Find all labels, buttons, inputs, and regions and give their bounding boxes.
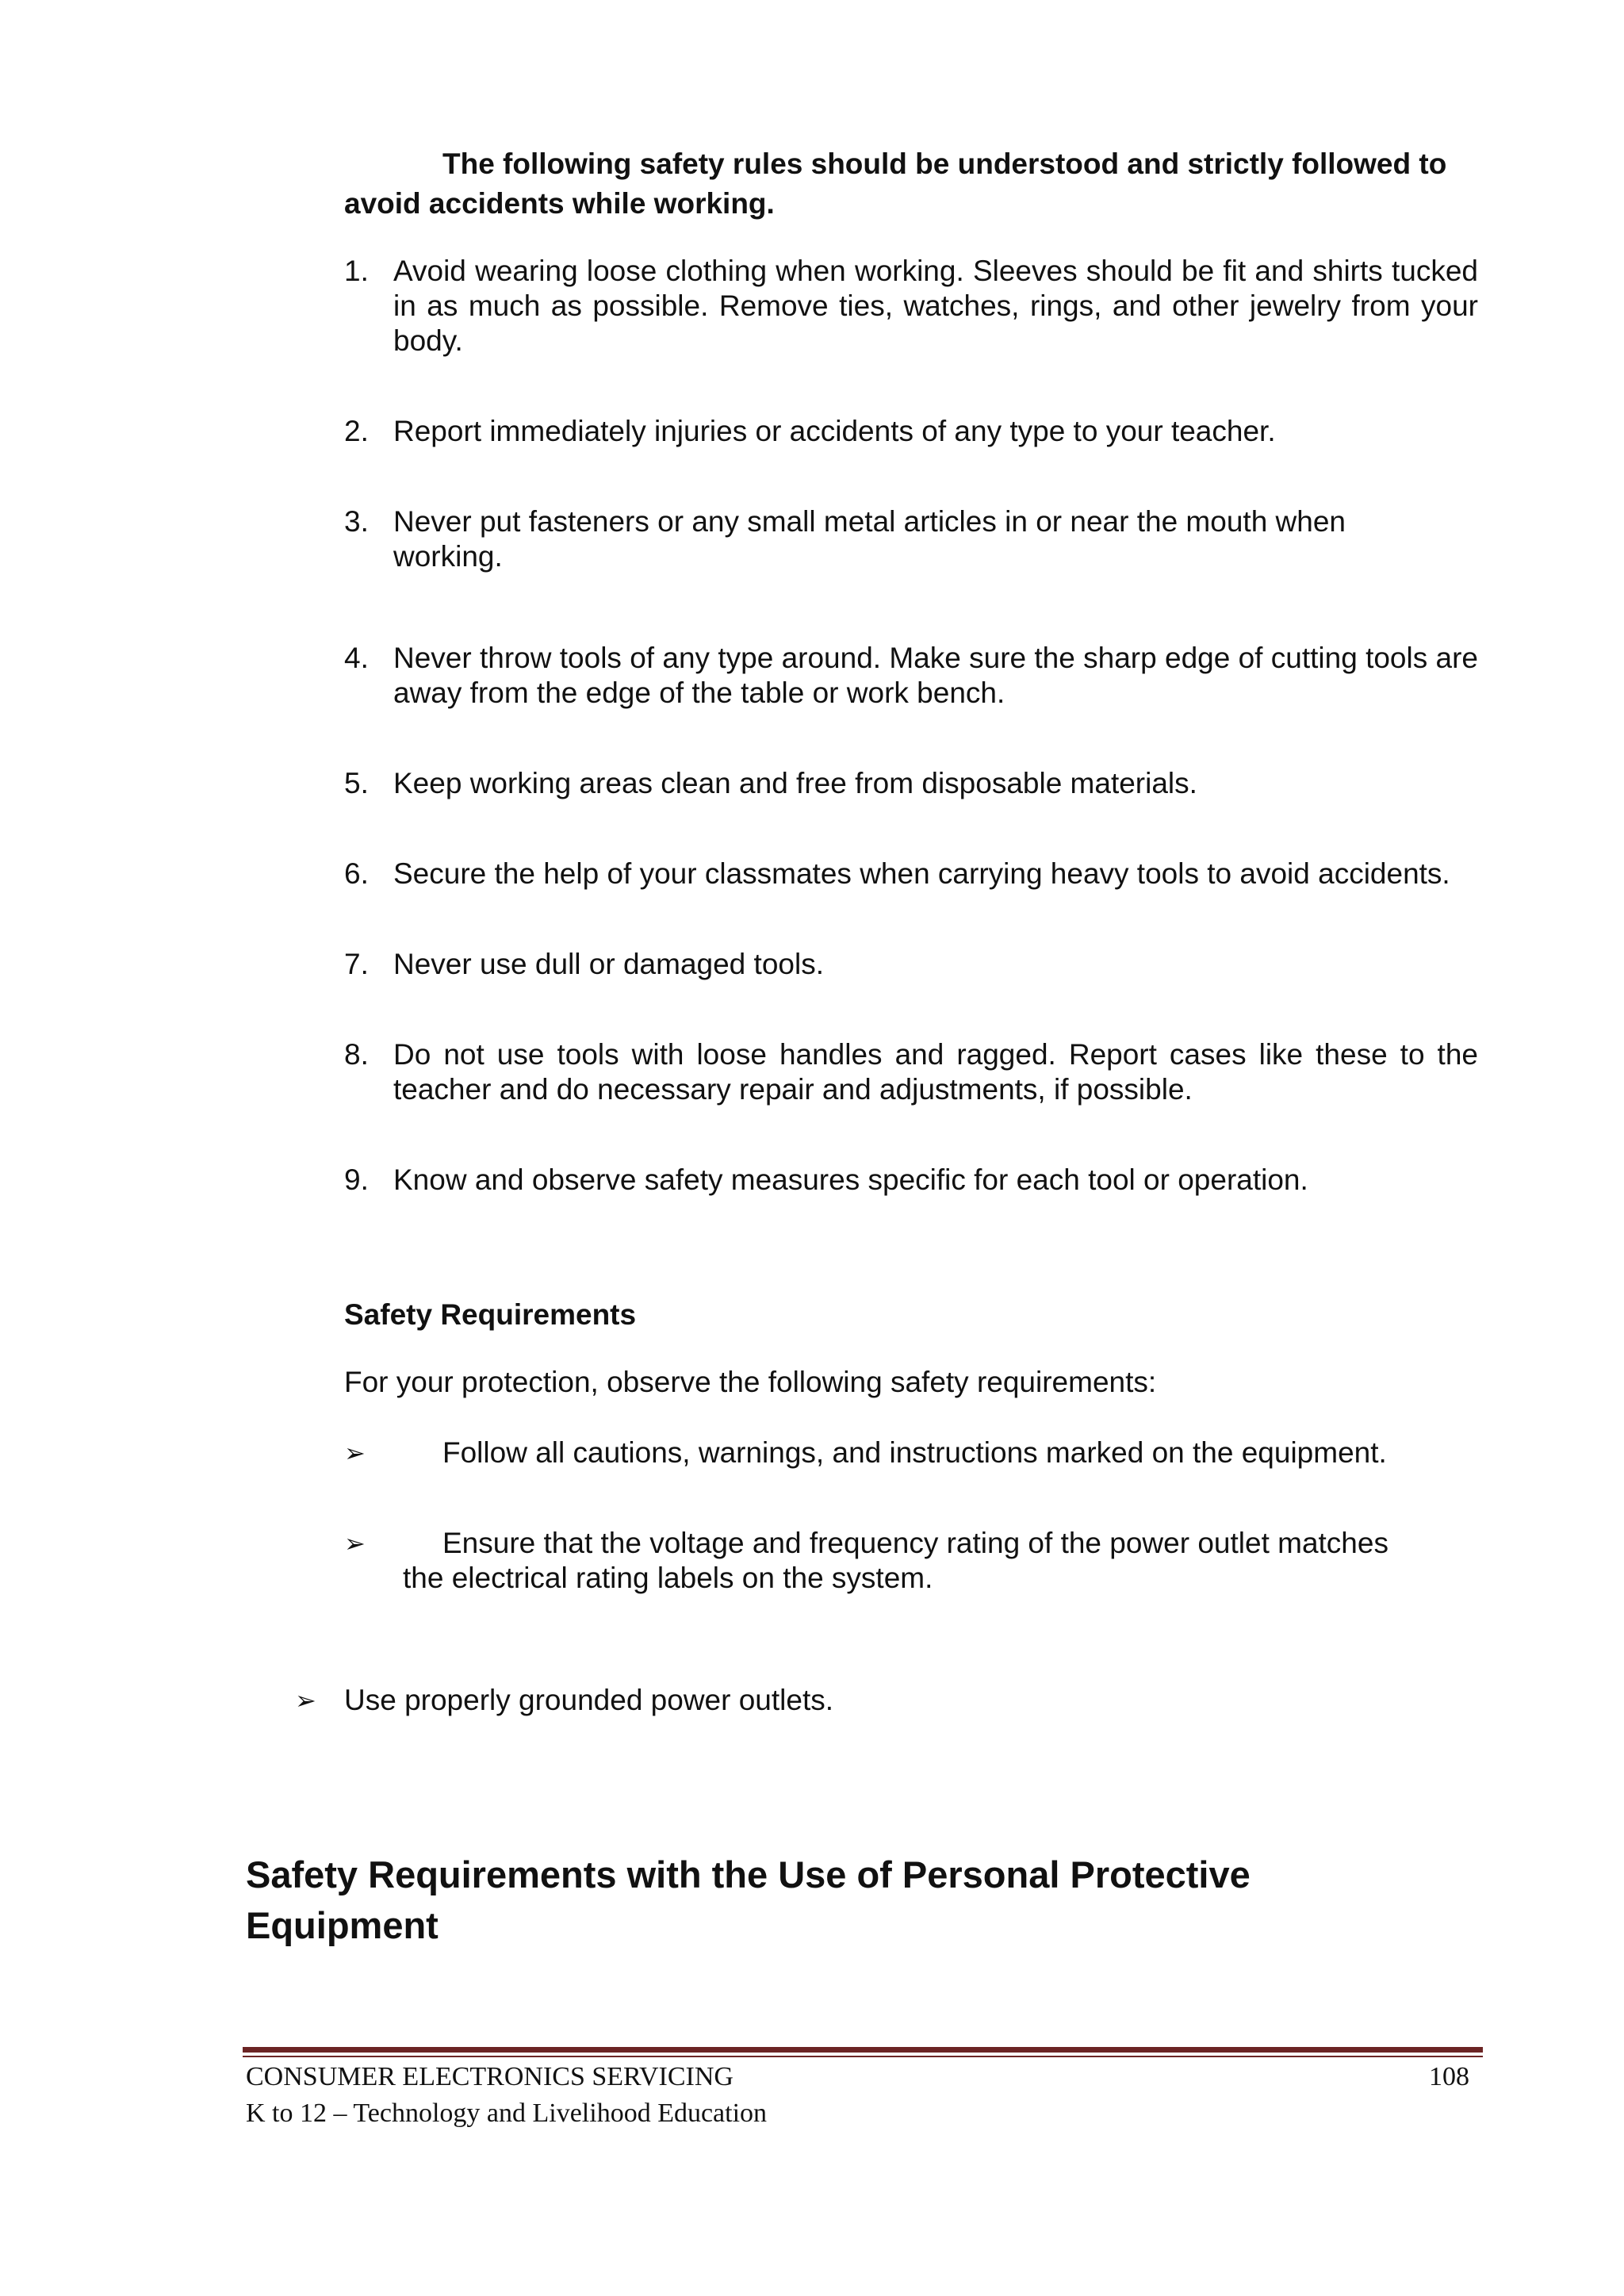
bullet-text-line-1: Ensure that the voltage and frequency rating of the power outlet matches xyxy=(442,1527,1388,1559)
rule-text: Keep working areas clean and free from disposable materials. xyxy=(393,767,1197,799)
safety-requirements-heading: Safety Requirements xyxy=(344,1298,637,1331)
safety-requirements-intro: For your protection, observe the following safety requirements: xyxy=(344,1366,1157,1398)
bullet-text: Use properly grounded power outlets. xyxy=(344,1684,834,1716)
rule-item-1 xyxy=(344,254,1478,358)
requirement-bullet-2 xyxy=(344,1526,1388,1596)
arrow-bullet-icon: ➢ xyxy=(344,1529,366,1558)
ppe-section-heading xyxy=(246,1849,1435,1951)
rule-number: 4. xyxy=(344,642,369,674)
bullet-text-line-2: the electrical rating labels on the system. xyxy=(403,1562,933,1594)
rule-text: Never put fasteners or any small metal articles in or near the mouth when working. xyxy=(393,505,1346,573)
page-number: 108 xyxy=(1429,2062,1469,2091)
rule-item-7 xyxy=(344,947,1478,982)
rule-text: Never throw tools of any type around. Make sure the sharp edge of cutting tools are away from the edge of the table or work bench. xyxy=(393,642,1478,709)
rule-number: 9. xyxy=(344,1163,369,1196)
arrow-bullet-icon: ➢ xyxy=(295,1686,316,1715)
bullet-text: Follow all cautions, warnings, and instructions marked on the equipment. xyxy=(442,1436,1387,1469)
rule-item-9 xyxy=(344,1163,1478,1198)
rule-text: Know and observe safety measures specific for each tool or operation. xyxy=(393,1163,1308,1196)
ppe-heading-line-1: Safety Requirements with the Use of Personal Protective xyxy=(246,1853,1251,1895)
rule-number: 2. xyxy=(344,415,369,447)
rule-text: Avoid wearing loose clothing when working. Sleeves should be fit and shirts tucked in as much as possible. Remove ties, watches, rings, and other jewelry from your body. xyxy=(393,255,1478,357)
intro-line-1: The following safety rules should be understood and strictly followed to xyxy=(442,148,1447,180)
footer-divider-thick xyxy=(243,2047,1483,2053)
rule-number: 6. xyxy=(344,857,369,890)
rule-text: Report immediately injuries or accidents of any type to your teacher. xyxy=(393,415,1276,447)
rule-item-8 xyxy=(344,1037,1478,1107)
intro-paragraph xyxy=(344,144,1478,224)
rule-number: 7. xyxy=(344,948,369,980)
arrow-bullet-icon: ➢ xyxy=(344,1439,366,1467)
rule-text: Do not use tools with loose handles and ragged. Report cases like these to the teacher and do necessary repair and adjustments, if possible. xyxy=(393,1038,1478,1106)
rule-number: 8. xyxy=(344,1038,369,1071)
rule-item-3 xyxy=(344,504,1375,574)
requirement-bullet-1 xyxy=(344,1435,1387,1470)
footer-subtitle: K to 12 – Technology and Livelihood Education xyxy=(246,2099,768,2128)
rule-item-4 xyxy=(344,641,1478,711)
rule-item-6 xyxy=(344,857,1478,891)
requirement-bullet-3 xyxy=(295,1683,833,1718)
footer-divider-thin xyxy=(243,2056,1483,2057)
rule-text: Secure the help of your classmates when carrying heavy tools to avoid accidents. xyxy=(393,857,1450,890)
rule-number: 3. xyxy=(344,505,369,538)
rule-item-5 xyxy=(344,766,1478,801)
rule-text: Never use dull or damaged tools. xyxy=(393,948,824,980)
rule-number: 1. xyxy=(344,255,369,287)
rule-number: 5. xyxy=(344,767,369,799)
rule-item-2 xyxy=(344,414,1478,449)
intro-line-2: avoid accidents while working. xyxy=(344,187,775,220)
ppe-heading-line-2: Equipment xyxy=(246,1904,439,1946)
footer-title: CONSUMER ELECTRONICS SERVICING xyxy=(246,2062,733,2091)
